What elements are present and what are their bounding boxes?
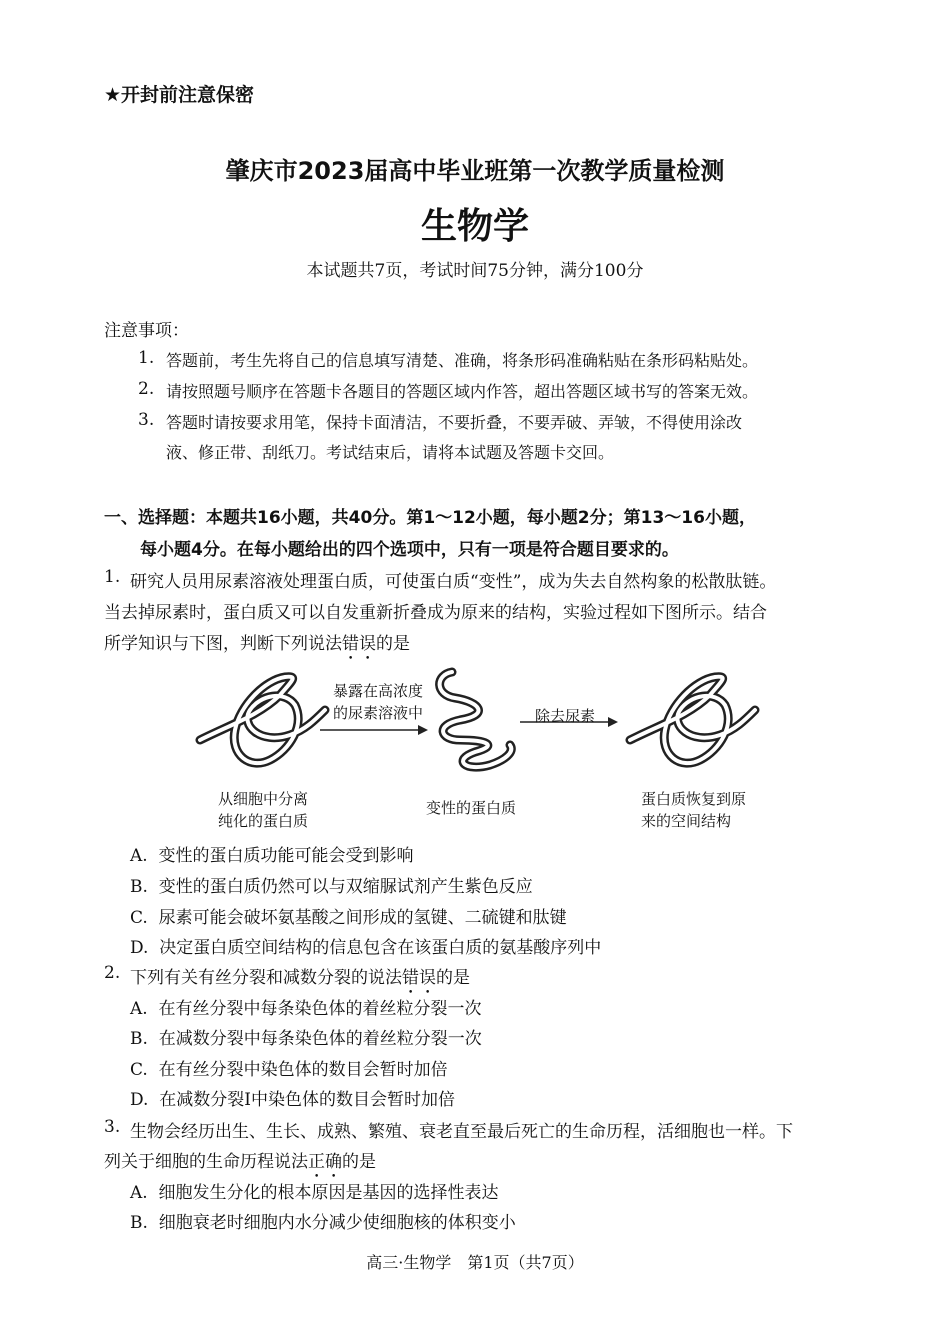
arrowhead-icon: [418, 725, 428, 735]
caption-line: 纯化的蛋白质: [218, 812, 309, 830]
option-key: C.: [130, 908, 148, 928]
section-heading-continued: 每小题4分。在每小题给出的四个选项中，只有一项是符合题目要求的。: [140, 540, 679, 560]
note-number: 1.: [138, 348, 155, 368]
arrow-label: 除去尿素: [535, 707, 596, 725]
option: [130, 1055, 448, 1080]
native-protein-icon: [200, 677, 325, 763]
option: [130, 1085, 455, 1110]
arrow-label-line: 暴露在高浓度: [332, 682, 423, 700]
option: [130, 841, 414, 866]
arrow-label-line: 的尿素溶液中: [332, 704, 423, 722]
option: [130, 1178, 499, 1203]
note-text-continued: 液、修正带、刮纸刀。考试结束后，请将本试题及答题卡交回。: [166, 443, 615, 462]
emphasized-word: 错误: [342, 634, 376, 654]
option-text: 变性的蛋白质仍然可以与双缩脲试剂产生紫色反应: [158, 877, 533, 897]
option: [130, 933, 601, 958]
question-stem: 生物会经历出生、生长、成熟、繁殖、衰老直至最后死亡的生命历程，活细胞也一样。下: [130, 1122, 793, 1142]
exam-title: 肇庆市2023届高中毕业班第一次教学质量检测: [225, 157, 725, 185]
stem-text: 的是: [376, 634, 410, 654]
question-number: 3.: [104, 1117, 121, 1137]
question-number: 2.: [104, 963, 121, 983]
option-key: D.: [130, 1090, 149, 1110]
subject-title: 生物学: [420, 205, 529, 247]
option-key: C.: [130, 1060, 148, 1080]
option-key: B.: [130, 1213, 148, 1233]
notes-heading: 注意事项：: [104, 321, 189, 341]
option-text: 在有丝分裂中染色体的数目会暂时加倍: [158, 1060, 448, 1080]
question-stem: 研究人员用尿素溶液处理蛋白质，可使蛋白质“变性”，成为失去自然构象的松散肽链。: [130, 572, 777, 592]
confidential-mark: ★开封前注意保密: [104, 84, 255, 106]
option-key: B.: [130, 1029, 148, 1049]
question-number: 1.: [104, 567, 121, 587]
option: [130, 872, 533, 897]
figure-caption: [218, 788, 308, 832]
emphasized-word: 正确: [308, 1152, 342, 1172]
option: [130, 994, 482, 1019]
caption-line: 蛋白质恢复到原: [641, 790, 747, 808]
option: [130, 1208, 516, 1233]
option-text: 在减数分裂Ⅰ中染色体的数目会暂时加倍: [159, 1090, 455, 1110]
refolded-protein-icon: [630, 677, 755, 763]
note-text: 答题时请按要求用笔，保持卡面清洁，不要折叠，不要弄破、弄皱，不得使用涂改: [166, 413, 743, 432]
option-key: A.: [130, 999, 148, 1019]
arrow-label: [328, 680, 428, 724]
note-number: 2.: [138, 379, 155, 399]
option-text: 在有丝分裂中每条染色体的着丝粒分裂一次: [158, 999, 482, 1019]
arrowhead-icon: [608, 717, 618, 727]
option-key: A.: [130, 846, 148, 866]
question-stem: [130, 963, 470, 998]
page-footer: 高三·生物学 第1页（共7页）: [366, 1253, 584, 1272]
figure-caption: [641, 788, 746, 832]
option-text: 在减数分裂中每条染色体的着丝粒分裂一次: [158, 1029, 482, 1049]
option-key: B.: [130, 877, 148, 897]
figure-caption: 变性的蛋白质: [426, 799, 517, 817]
caption-line: 来的空间结构: [641, 812, 732, 830]
stem-text: 的是: [436, 968, 470, 988]
option-key: D.: [130, 938, 149, 958]
stem-text: 下列有关有丝分裂和减数分裂的说法: [130, 968, 402, 988]
protein-denaturation-figure: [190, 660, 780, 780]
option-text: 细胞发生分化的根本原因是基因的选择性表达: [158, 1183, 499, 1203]
note-text: 答题前，考生先将自己的信息填写清楚、准确，将条形码准确粘贴在条形码粘贴处。: [166, 351, 759, 370]
option-key: A.: [130, 1183, 148, 1203]
stem-text: 所学知识与下图，判断下列说法: [104, 634, 342, 654]
question-stem: [104, 629, 410, 664]
stem-text: 列关于细胞的生命历程说法: [104, 1152, 308, 1172]
option-text: 尿素可能会破坏氨基酸之间形成的氢键、二硫键和肽键: [158, 908, 567, 928]
stem-text: 的是: [342, 1152, 376, 1172]
question-stem: 当去掉尿素时，蛋白质又可以自发重新折叠成为原来的结构，实验过程如下图所示。结合: [104, 603, 767, 623]
emphasized-word: 错误: [402, 968, 436, 988]
option: [130, 1024, 482, 1049]
option-text: 决定蛋白质空间结构的信息包含在该蛋白质的氨基酸序列中: [159, 938, 602, 958]
note-text: 请按照题号顺序在答题卡各题目的答题区域内作答，超出答题区域书写的答案无效。: [166, 382, 759, 401]
question-stem: [104, 1147, 376, 1182]
denatured-protein-icon: [440, 672, 512, 767]
note-number: 3.: [138, 410, 155, 430]
option-text: 变性的蛋白质功能可能会受到影响: [158, 846, 414, 866]
option: [130, 903, 567, 928]
section-heading: 一、选择题：本题共16小题，共40分。第1～12小题，每小题2分；第13～16小题，: [104, 508, 756, 528]
caption-line: 从细胞中分离: [218, 790, 309, 808]
exam-info: 本试题共7页，考试时间75分钟，满分100分: [306, 261, 644, 281]
option-text: 细胞衰老时细胞内水分减少使细胞核的体积变小: [158, 1213, 516, 1233]
